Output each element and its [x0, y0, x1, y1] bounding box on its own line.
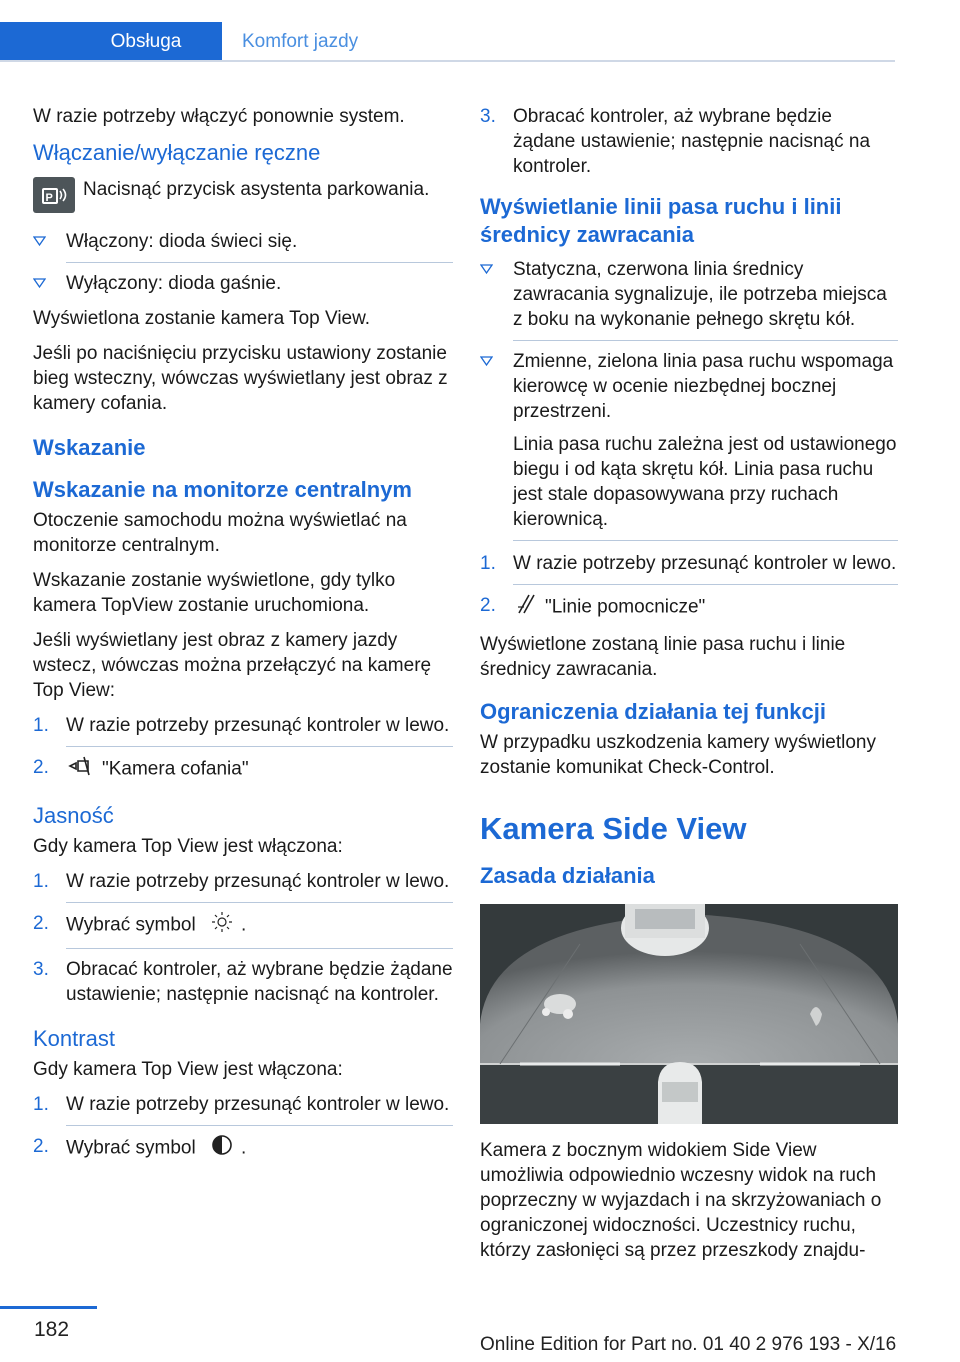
list-item: Wyłączony: dioda gaśnie.: [33, 271, 453, 296]
list-item: 1. W razie potrzeby przesunąć kontroler w lewo.: [33, 871, 450, 892]
list-item: 3. Obracać kontroler, aż wybrane będzie żądane ustawienie; następnie nacisnąć na kontroler.: [480, 106, 871, 177]
tab-komfort-jazdy[interactable]: Komfort jazdy: [242, 31, 359, 52]
heading-contrast: Kontrast: [33, 1026, 115, 1051]
edition-text: Online Edition for Part no. 01 40 2 976 193 - X/16: [480, 1334, 897, 1355]
heading-manual: Włączanie/wyłączanie ręczne: [33, 140, 321, 165]
paragraph: W razie potrzeby włączyć ponownie system.: [33, 106, 405, 127]
list-item: 3. Obracać kontroler, aż wybrane będzie żądane ustawienie; następnie nacisnąć na kontroler.: [33, 959, 453, 1005]
paragraph: W przypadku uszkodzenia kamery wyświetlony zostanie komunikat Check-Control.: [480, 732, 876, 778]
list-item: 1. W razie potrzeby przesunąć kontroler w lewo.: [33, 715, 450, 736]
list-item: 1. W razie potrzeby przesunąć kontroler w lewo.: [33, 1094, 450, 1115]
heading-brightness: Jasność: [33, 803, 114, 828]
divider: [513, 340, 898, 341]
side-view-camera-image: [480, 904, 898, 1124]
list-item: 2. Wybrać symbol .: [33, 911, 453, 940]
paragraph: Jeśli wyświetlany jest obraz z kamery jazdy wstecz, wówczas można przełączyć na kamerę Top View:: [33, 630, 432, 701]
heading-monitor: Wskazanie na monitorze centralnym: [33, 477, 412, 502]
paragraph: Otoczenie samochodu można wyświetlać na monitorze centralnym.: [33, 510, 407, 556]
divider: [66, 746, 453, 747]
tab-bar: [0, 0, 895, 62]
footer-rule: [0, 1306, 97, 1309]
tab-obsluga[interactable]: Obsługa: [0, 22, 222, 62]
parking-button-row: [33, 177, 453, 213]
divider: [66, 262, 453, 263]
paragraph: Jeśli po naciśnięciu przycisku ustawiony zostanie bieg wsteczny, wówczas wyświetlany jest obraz z kamery cofania.: [33, 343, 448, 414]
list-item: Zmienne, zielona linia pasa ruchu wspomaga kierowcę w ocenie niezbędnej bocznej przestrzeni. Linia pasa ruchu zależna jest od ustawionego biegu i od kąta skrętu kół. Linia pasa ruchu jest stale dopasowywana przy ruchach kierownicą.: [480, 349, 898, 532]
heading-limits: Ograniczenia działania tej funkcji: [480, 699, 826, 724]
right-column: [480, 104, 898, 1273]
heading-lines: Wyświetlanie linii pasa ruchu i linii średnicy zawracania: [480, 194, 842, 247]
brightness-icon: [211, 911, 233, 940]
divider: [66, 1125, 453, 1126]
heading-side-view: Kamera Side View: [480, 811, 747, 846]
divider: [66, 948, 453, 949]
list-item: 2. Wybrać symbol .: [33, 1134, 453, 1163]
tab-divider: [0, 60, 895, 62]
divider: [513, 584, 898, 585]
list-item: 1. W razie potrzeby przesunąć kontroler w lewo.: [480, 553, 897, 574]
divider: [66, 902, 453, 903]
guide-lines-icon: [515, 593, 537, 622]
steps-list: [480, 551, 898, 622]
left-column: [33, 104, 453, 1173]
paragraph: Wyświetlone zostaną linie pasa ruchu i linie średnicy zawracania.: [480, 634, 846, 680]
triangle-bullet-icon: [33, 271, 46, 300]
triangle-bullet-icon: [33, 229, 46, 258]
paragraph: Gdy kamera Top View jest włączona:: [33, 1059, 343, 1080]
steps-list: [480, 104, 898, 179]
triangle-bullet-icon: [480, 257, 493, 286]
steps-list: [33, 869, 453, 1007]
paragraph: Wyświetlona zostanie kamera Top View.: [33, 308, 371, 329]
divider: [513, 540, 898, 541]
page-number: 182: [34, 1318, 70, 1341]
triangle-bullet-icon: [480, 349, 493, 378]
svg-text:P: P: [45, 192, 53, 204]
paragraph: Wskazanie zostanie wyświetlone, gdy tylko kamera TopView zostanie uruchomiona.: [33, 570, 396, 616]
steps-list: [33, 1092, 453, 1163]
contrast-icon: [211, 1134, 233, 1163]
lines-bullet-list: [480, 257, 898, 541]
parking-assist-button-icon: [33, 177, 75, 213]
list-item: Statyczna, czerwona linia średnicy zawracania sygnalizuje, ile potrzeba miejsca z boku na wykonanie pełnego skrętu kół.: [480, 257, 898, 332]
list-item: 2. "Linie pomocnicze": [480, 593, 898, 622]
button-instruction: Nacisnąć przycisk asystenta parkowania.: [83, 179, 430, 200]
paragraph: Kamera z bocznym widokiem Side View umożliwia odpowiednio wczesny widok na ruch poprzeczny w wyjazdach i na skrzyżowaniach o ograniczonej widoczności. Uczestnicy ruchu, którzy zasłonięci są przez przeszkody znajdu-: [480, 1140, 882, 1261]
paragraph: Gdy kamera Top View jest włączona:: [33, 836, 343, 857]
rear-camera-icon: [68, 755, 94, 784]
status-list: [33, 229, 453, 296]
list-item: Włączony: dioda świeci się.: [33, 229, 453, 254]
heading-display: Wskazanie: [33, 435, 146, 460]
list-item: 2. "Kamera cofania": [33, 755, 453, 784]
steps-list: [33, 713, 453, 784]
heading-principle: Zasada działania: [480, 863, 655, 888]
paragraph: Linia pasa ruchu zależna jest od ustawionego biegu i od kąta skrętu kół. Linia pasa ruchu jest stale dopasowywana przy ruchach kierownicą.: [513, 434, 897, 530]
